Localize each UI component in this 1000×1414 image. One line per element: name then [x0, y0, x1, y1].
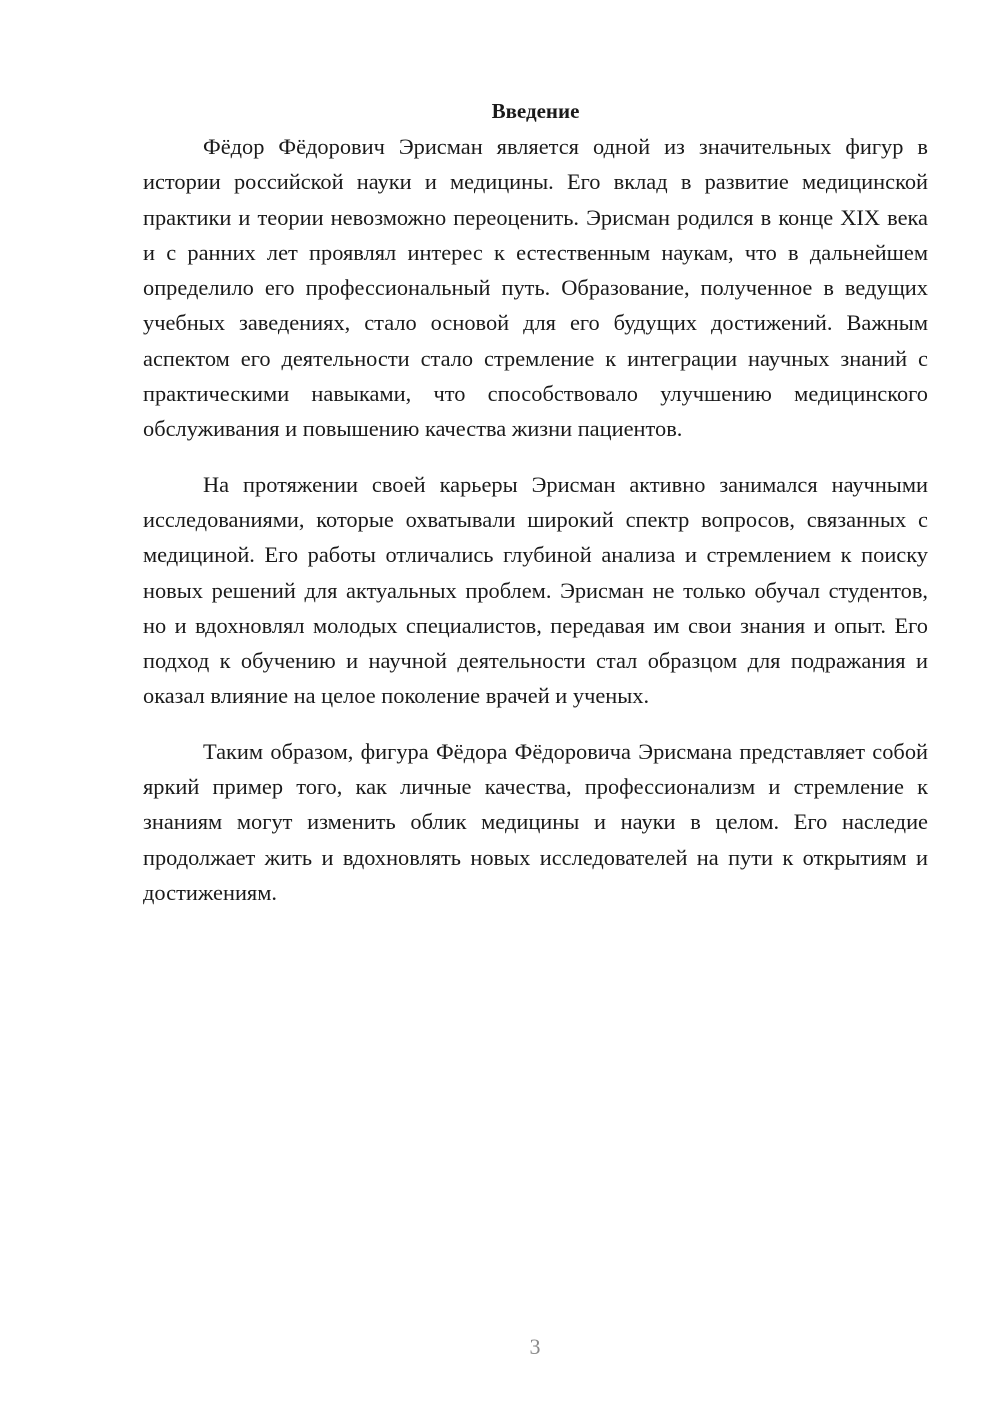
paragraph-1: Фёдор Фёдорович Эрисман является одной из значительных фигур в истории российской науки и медицины. Его вклад в развитие медицинской практики и теории невозможно переоценить. Эрисман родился в конце XIX века и с ранних лет проявлял интерес к естественным наукам, что в дальнейшем определило его профессиональный путь. Образование, полученное в ведущих учебных заведениях, стало основой для его будущих достижений. Важным аспектом его деятельности стало стремление к интеграции научных знаний с практическими навыками, что способствовало улучшению медицинского обслуживания и повышению качества жизни пациентов. — [143, 134, 928, 442]
document-body — [143, 93, 928, 910]
page-number: 3 — [529, 1334, 541, 1359]
section-heading: Введение — [491, 99, 580, 123]
paragraph-2: На протяжении своей карьеры Эрисман активно занимался научными исследованиями, которые охватывали широкий спектр вопросов, связанных с медициной. Его работы отличались глубиной анализа и стремлением к поиску новых решений для актуальных проблем. Эрисман не только обучал студентов, но и вдохновлял молодых специалистов, передавая им свои знания и опыт. Его подход к обучению и научной деятельности стал образцом для подражания и оказал влияние на целое поколение врачей и ученых. — [143, 471, 928, 709]
paragraph-3: Таким образом, фигура Фёдора Фёдоровича Эрисмана представляет собой яркий пример того, как личные качества, профессионализм и стремление к знаниям могут изменить облик медицины и науки в целом. Его наследие продолжает жить и вдохновлять новых исследователей на пути к открытиям и достижениям. — [143, 738, 928, 905]
